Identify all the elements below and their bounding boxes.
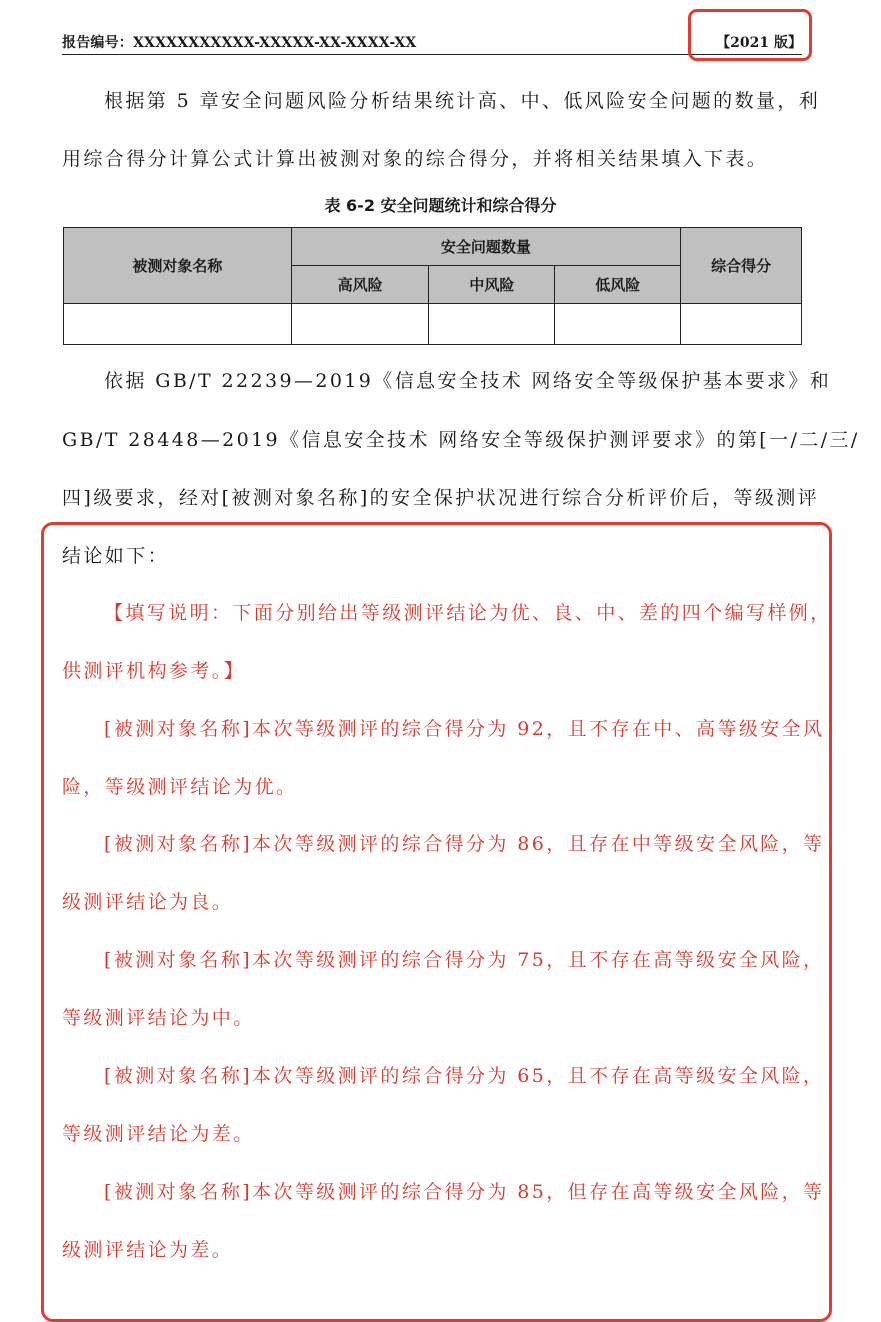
basis-line-4: 结论如下： [62, 545, 170, 567]
cell-score [681, 304, 802, 345]
example-4-line-1: [被测对象名称]本次等级测评的综合得分为 65，且不存在高等级安全风险， [104, 1065, 825, 1087]
example-4-line-2: 等级测评结论为差。 [62, 1123, 255, 1145]
example-5-line-2: 级测评结论为差。 [62, 1239, 234, 1261]
col-issue-count: 安全问题数量 [291, 228, 680, 266]
cell-high-risk [291, 304, 429, 345]
intro-line-1: 根据第 5 章安全问题风险分析结果统计高、中、低风险安全问题的数量，利 [104, 90, 821, 112]
example-2-line-2: 级测评结论为良。 [62, 891, 234, 913]
intro-line-2: 用综合得分计算公式计算出被测对象的综合得分，并将相关结果填入下表。 [62, 148, 769, 170]
statistics-table [63, 227, 802, 345]
cell-object-name [64, 304, 292, 345]
cell-low-risk [555, 304, 681, 345]
basis-line-1: 依据 GB/T 22239—2019《信息安全技术 网络安全等级保护基本要求》和 [104, 370, 832, 392]
table-caption: 表 6-2 安全问题统计和综合得分 [324, 196, 557, 215]
note-line-2: 供测评机构参考。】 [62, 660, 246, 682]
col-low-risk: 低风险 [555, 266, 681, 304]
col-score: 综合得分 [681, 228, 802, 304]
table-row [64, 304, 802, 345]
basis-line-3: 四]级要求，经对[被测对象名称]的安全保护状况进行综合分析评价后，等级测评 [62, 487, 820, 509]
example-3-line-1: [被测对象名称]本次等级测评的综合得分为 75，且不存在高等级安全风险， [104, 949, 825, 971]
example-1-line-1: [被测对象名称]本次等级测评的综合得分为 92，且不存在中、高等级安全风 [104, 718, 825, 740]
edition-label: 【2021 版】 [716, 35, 802, 51]
edition-highlight-box [688, 9, 812, 61]
basis-line-2: GB/T 28448—2019《信息安全技术 网络安全等级保护测评要求》的第[一/二/三/ [62, 429, 860, 451]
report-number: 报告编号：XXXXXXXXXXX-XXXXX-XX-XXXX-XX [62, 35, 417, 51]
example-2-line-1: [被测对象名称]本次等级测评的综合得分为 86，且存在中等级安全风险，等 [104, 833, 825, 855]
cell-mid-risk [429, 304, 555, 345]
note-line-1: 【填写说明：下面分别给出等级测评结论为优、良、中、差的四个编写样例， [104, 602, 832, 624]
example-3-line-2: 等级测评结论为中。 [62, 1007, 255, 1029]
col-object-name: 被测对象名称 [64, 228, 292, 304]
col-high-risk: 高风险 [291, 266, 429, 304]
example-1-line-2: 险，等级测评结论为优。 [62, 776, 298, 798]
example-5-line-1: [被测对象名称]本次等级测评的综合得分为 85，但存在高等级安全风险，等 [104, 1181, 825, 1203]
col-mid-risk: 中风险 [429, 266, 555, 304]
